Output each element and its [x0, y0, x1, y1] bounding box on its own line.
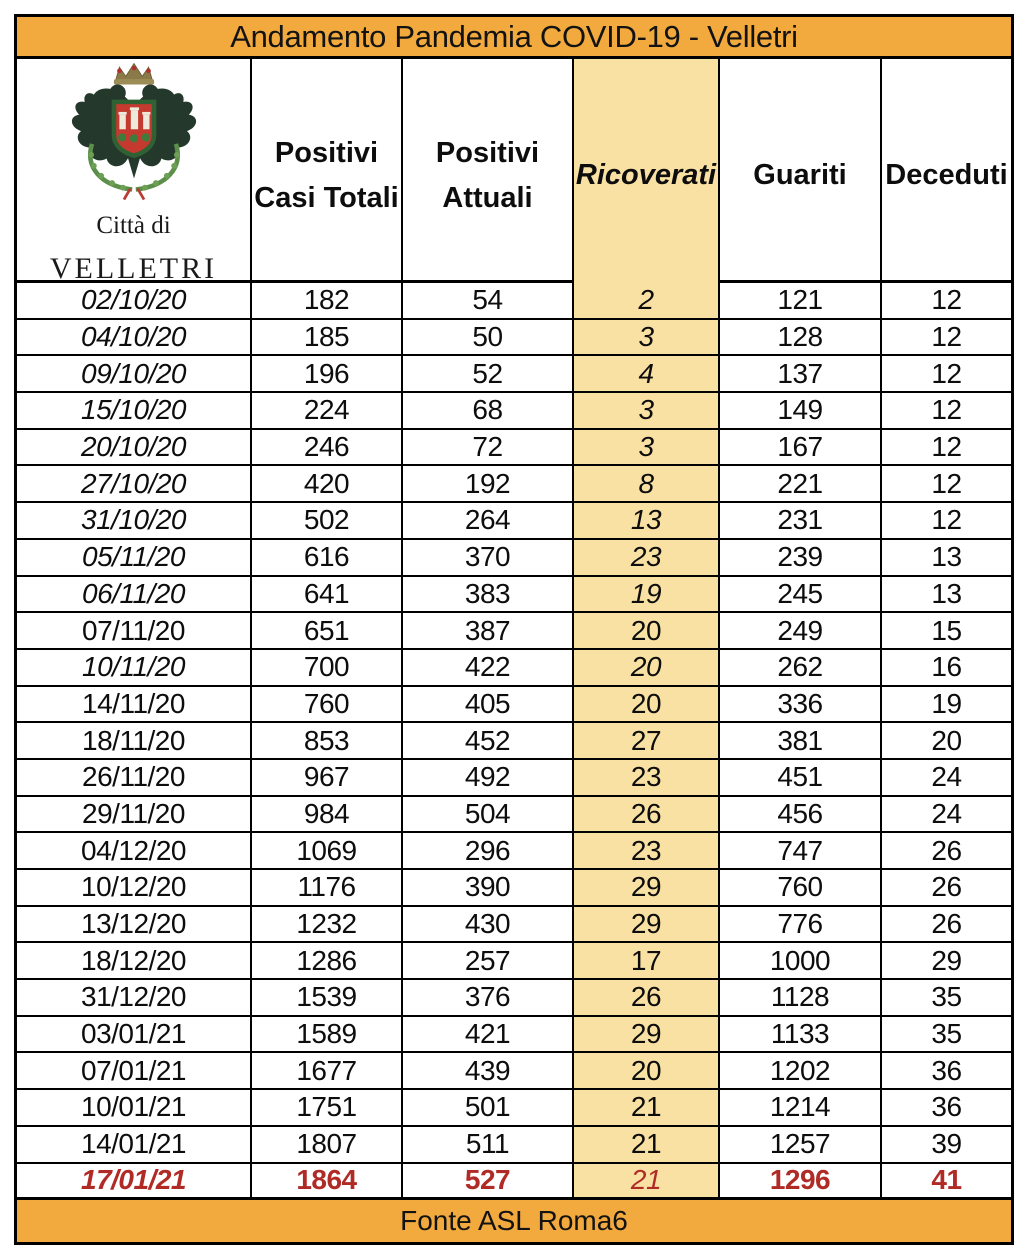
table-row — [17, 503, 1011, 540]
guariti-cell: 456 — [720, 797, 882, 832]
ricoverati-cell: 3 — [574, 320, 720, 355]
deceduti-cell: 26 — [931, 908, 962, 940]
deceduti-cell: 26 — [931, 871, 962, 903]
casi-totali-cell: 853 — [252, 723, 403, 758]
ricoverati-cell: 3 — [574, 430, 720, 465]
positivi-attuali-cell: 511 — [403, 1127, 574, 1162]
date-cell: 15/10/20 — [17, 393, 252, 428]
table-row — [17, 650, 1011, 687]
header-positivi-casi-totali — [252, 59, 403, 292]
guariti-cell: 776 — [720, 907, 882, 942]
shield-icon — [113, 102, 153, 156]
guariti-cell: 262 — [720, 650, 882, 685]
casi-totali-cell: 1807 — [252, 1127, 403, 1162]
header-row — [17, 59, 1011, 283]
date-cell: 02/10/20 — [17, 283, 252, 318]
date-cell: 18/12/20 — [17, 943, 252, 978]
table-row — [17, 613, 1011, 650]
table-title: Andamento Pandemia COVID-19 - Velletri — [17, 17, 1011, 59]
guariti-cell: 245 — [720, 577, 882, 612]
guariti-cell: 1000 — [720, 943, 882, 978]
table-row — [17, 577, 1011, 614]
ricoverati-cell: 29 — [574, 907, 720, 942]
velletri-coat-of-arms-icon — [61, 59, 207, 205]
guariti-cell: 128 — [720, 320, 882, 355]
date-cell: 17/01/21 — [17, 1164, 252, 1198]
casi-totali-cell: 641 — [252, 577, 403, 612]
ricoverati-cell: 26 — [574, 980, 720, 1015]
ricoverati-cell: 19 — [574, 577, 720, 612]
ricoverati-cell: 17 — [574, 943, 720, 978]
casi-totali-cell: 700 — [252, 650, 403, 685]
casi-totali-cell: 1176 — [252, 870, 403, 905]
ricoverati-cell: 29 — [574, 870, 720, 905]
casi-totali-cell: 984 — [252, 797, 403, 832]
guariti-cell: 231 — [720, 503, 882, 538]
date-cell: 29/11/20 — [17, 797, 252, 832]
deceduti-cell: 12 — [931, 504, 962, 536]
table-row — [17, 393, 1011, 430]
ricoverati-cell: 3 — [574, 393, 720, 428]
positivi-attuali-cell: 296 — [403, 833, 574, 868]
casi-totali-cell: 246 — [252, 430, 403, 465]
positivi-attuali-cell: 72 — [403, 430, 574, 465]
date-cell: 09/10/20 — [17, 356, 252, 391]
deceduti-cell: 39 — [931, 1128, 962, 1160]
casi-totali-cell: 651 — [252, 613, 403, 648]
date-cell: 27/10/20 — [17, 466, 252, 501]
positivi-attuali-cell: 68 — [403, 393, 574, 428]
casi-totali-cell: 196 — [252, 356, 403, 391]
date-cell: 14/01/21 — [17, 1127, 252, 1162]
header-line: Positivi — [274, 136, 379, 169]
guariti-cell: 1128 — [720, 980, 882, 1015]
date-cell: 10/01/21 — [17, 1090, 252, 1125]
positivi-attuali-cell: 387 — [403, 613, 574, 648]
guariti-cell: 451 — [720, 760, 882, 795]
casi-totali-cell: 616 — [252, 540, 403, 575]
date-cell: 31/12/20 — [17, 980, 252, 1015]
positivi-attuali-cell: 376 — [403, 980, 574, 1015]
positivi-attuali-cell: 421 — [403, 1017, 574, 1052]
ricoverati-cell: 20 — [574, 1053, 720, 1088]
table-row — [17, 283, 1011, 320]
positivi-attuali-cell: 501 — [403, 1090, 574, 1125]
date-cell: 10/12/20 — [17, 870, 252, 905]
deceduti-cell: 12 — [931, 284, 962, 316]
logo-city-line: Città di — [96, 212, 171, 239]
guariti-cell: 1202 — [720, 1053, 882, 1088]
deceduti-cell: 15 — [931, 614, 962, 646]
guariti-cell: 239 — [720, 540, 882, 575]
table-footer: Fonte ASL Roma6 — [17, 1200, 1011, 1242]
table-row — [17, 907, 1011, 944]
casi-totali-cell: 1232 — [252, 907, 403, 942]
header-line: Positivi — [435, 136, 540, 169]
deceduti-cell: 29 — [931, 944, 962, 976]
ricoverati-cell: 27 — [574, 723, 720, 758]
guariti-cell: 336 — [720, 687, 882, 722]
table-row — [17, 1127, 1011, 1164]
guariti-cell: 221 — [720, 466, 882, 501]
deceduti-cell: 26 — [931, 834, 962, 866]
casi-totali-cell: 182 — [252, 283, 403, 318]
guariti-cell: 747 — [720, 833, 882, 868]
ricoverati-cell: 21 — [574, 1090, 720, 1125]
guariti-cell: 249 — [720, 613, 882, 648]
table-row — [17, 980, 1011, 1017]
date-cell: 13/12/20 — [17, 907, 252, 942]
casi-totali-cell: 1677 — [252, 1053, 403, 1088]
date-cell: 31/10/20 — [17, 503, 252, 538]
table-row — [17, 320, 1011, 357]
date-cell: 05/11/20 — [17, 540, 252, 575]
positivi-attuali-cell: 422 — [403, 650, 574, 685]
positivi-attuali-cell: 54 — [403, 283, 574, 318]
table-row — [17, 1053, 1011, 1090]
ricoverati-cell: 20 — [574, 650, 720, 685]
casi-totali-cell: 502 — [252, 503, 403, 538]
guariti-cell: 1133 — [720, 1017, 882, 1052]
positivi-attuali-cell: 52 — [403, 356, 574, 391]
ricoverati-cell: 4 — [574, 356, 720, 391]
casi-totali-cell: 224 — [252, 393, 403, 428]
deceduti-cell: 12 — [931, 394, 962, 426]
table-row — [17, 760, 1011, 797]
table-row — [17, 1017, 1011, 1054]
casi-totali-cell: 420 — [252, 466, 403, 501]
deceduti-cell: 35 — [931, 1018, 962, 1050]
deceduti-cell: 12 — [931, 357, 962, 389]
table-row — [17, 723, 1011, 760]
guariti-cell: 381 — [720, 723, 882, 758]
casi-totali-cell: 1864 — [252, 1164, 403, 1198]
date-cell: 03/01/21 — [17, 1017, 252, 1052]
date-cell: 07/11/20 — [17, 613, 252, 648]
header-ricoverati: Ricoverati — [574, 59, 720, 292]
deceduti-cell: 12 — [931, 431, 962, 463]
deceduti-cell: 16 — [931, 651, 962, 683]
positivi-attuali-cell: 370 — [403, 540, 574, 575]
positivi-attuali-cell: 264 — [403, 503, 574, 538]
casi-totali-cell: 760 — [252, 687, 403, 722]
date-cell: 26/11/20 — [17, 760, 252, 795]
positivi-attuali-cell: 504 — [403, 797, 574, 832]
ricoverati-cell: 23 — [574, 540, 720, 575]
logo-name-line: VELLETRI — [49, 251, 218, 285]
table-row — [17, 943, 1011, 980]
guariti-cell: 1296 — [720, 1164, 882, 1198]
positivi-attuali-cell: 430 — [403, 907, 574, 942]
guariti-cell: 137 — [720, 356, 882, 391]
guariti-cell: 167 — [720, 430, 882, 465]
deceduti-cell: 12 — [931, 467, 962, 499]
table-row — [17, 797, 1011, 834]
covid-table — [14, 14, 1014, 1245]
positivi-attuali-cell: 527 — [403, 1164, 574, 1198]
casi-totali-cell: 1751 — [252, 1090, 403, 1125]
date-cell: 20/10/20 — [17, 430, 252, 465]
crown-icon — [113, 64, 153, 85]
guariti-cell: 1257 — [720, 1127, 882, 1162]
ricoverati-cell: 2 — [574, 283, 720, 318]
casi-totali-cell: 1286 — [252, 943, 403, 978]
date-cell: 18/11/20 — [17, 723, 252, 758]
casi-totali-cell: 1539 — [252, 980, 403, 1015]
header-positivi-attuali — [403, 59, 574, 292]
deceduti-cell: 36 — [931, 1054, 962, 1086]
casi-totali-cell: 967 — [252, 760, 403, 795]
deceduti-cell: 12 — [931, 321, 962, 353]
positivi-attuali-cell: 439 — [403, 1053, 574, 1088]
ricoverati-cell: 21 — [574, 1127, 720, 1162]
deceduti-cell: 24 — [931, 761, 962, 793]
date-cell: 07/01/21 — [17, 1053, 252, 1088]
table-body — [17, 283, 1011, 1200]
casi-totali-cell: 1589 — [252, 1017, 403, 1052]
table-row — [17, 466, 1011, 503]
ricoverati-cell: 13 — [574, 503, 720, 538]
guariti-cell: 1214 — [720, 1090, 882, 1125]
date-cell: 04/12/20 — [17, 833, 252, 868]
table-row — [17, 687, 1011, 724]
table-row — [17, 1090, 1011, 1127]
guariti-cell: 149 — [720, 393, 882, 428]
ricoverati-cell: 23 — [574, 760, 720, 795]
deceduti-cell: 24 — [931, 797, 962, 829]
positivi-attuali-cell: 390 — [403, 870, 574, 905]
header-guariti: Guariti — [720, 59, 882, 292]
table-row — [17, 356, 1011, 393]
positivi-attuali-cell: 50 — [403, 320, 574, 355]
table-row — [17, 1164, 1011, 1201]
ricoverati-cell: 26 — [574, 797, 720, 832]
deceduti-cell: 35 — [931, 981, 962, 1013]
deceduti-cell: 36 — [931, 1091, 962, 1123]
table-row — [17, 870, 1011, 907]
deceduti-cell: 20 — [931, 724, 962, 756]
positivi-attuali-cell: 257 — [403, 943, 574, 978]
ricoverati-cell: 29 — [574, 1017, 720, 1052]
table-row — [17, 833, 1011, 870]
date-cell: 14/11/20 — [17, 687, 252, 722]
positivi-attuali-cell: 405 — [403, 687, 574, 722]
ricoverati-cell: 23 — [574, 833, 720, 868]
ricoverati-cell: 20 — [574, 687, 720, 722]
deceduti-cell: 13 — [931, 541, 962, 573]
table-row — [17, 540, 1011, 577]
header-deceduti: Deceduti — [885, 159, 1008, 192]
deceduti-cell: 13 — [931, 577, 962, 609]
positivi-attuali-cell: 452 — [403, 723, 574, 758]
casi-totali-cell: 185 — [252, 320, 403, 355]
positivi-attuali-cell: 492 — [403, 760, 574, 795]
ricoverati-cell: 21 — [574, 1164, 720, 1198]
guariti-cell: 121 — [720, 283, 882, 318]
ricoverati-cell: 20 — [574, 613, 720, 648]
header-line: Casi Totali — [254, 181, 399, 214]
header-line: Attuali — [442, 181, 533, 214]
deceduti-cell: 19 — [931, 687, 962, 719]
casi-totali-cell: 1069 — [252, 833, 403, 868]
ricoverati-cell: 8 — [574, 466, 720, 501]
guariti-cell: 760 — [720, 870, 882, 905]
logo-cell — [17, 59, 252, 292]
deceduti-cell: 41 — [931, 1164, 962, 1196]
positivi-attuali-cell: 192 — [403, 466, 574, 501]
positivi-attuali-cell: 383 — [403, 577, 574, 612]
date-cell: 10/11/20 — [17, 650, 252, 685]
table-row — [17, 430, 1011, 467]
date-cell: 06/11/20 — [17, 577, 252, 612]
date-cell: 04/10/20 — [17, 320, 252, 355]
